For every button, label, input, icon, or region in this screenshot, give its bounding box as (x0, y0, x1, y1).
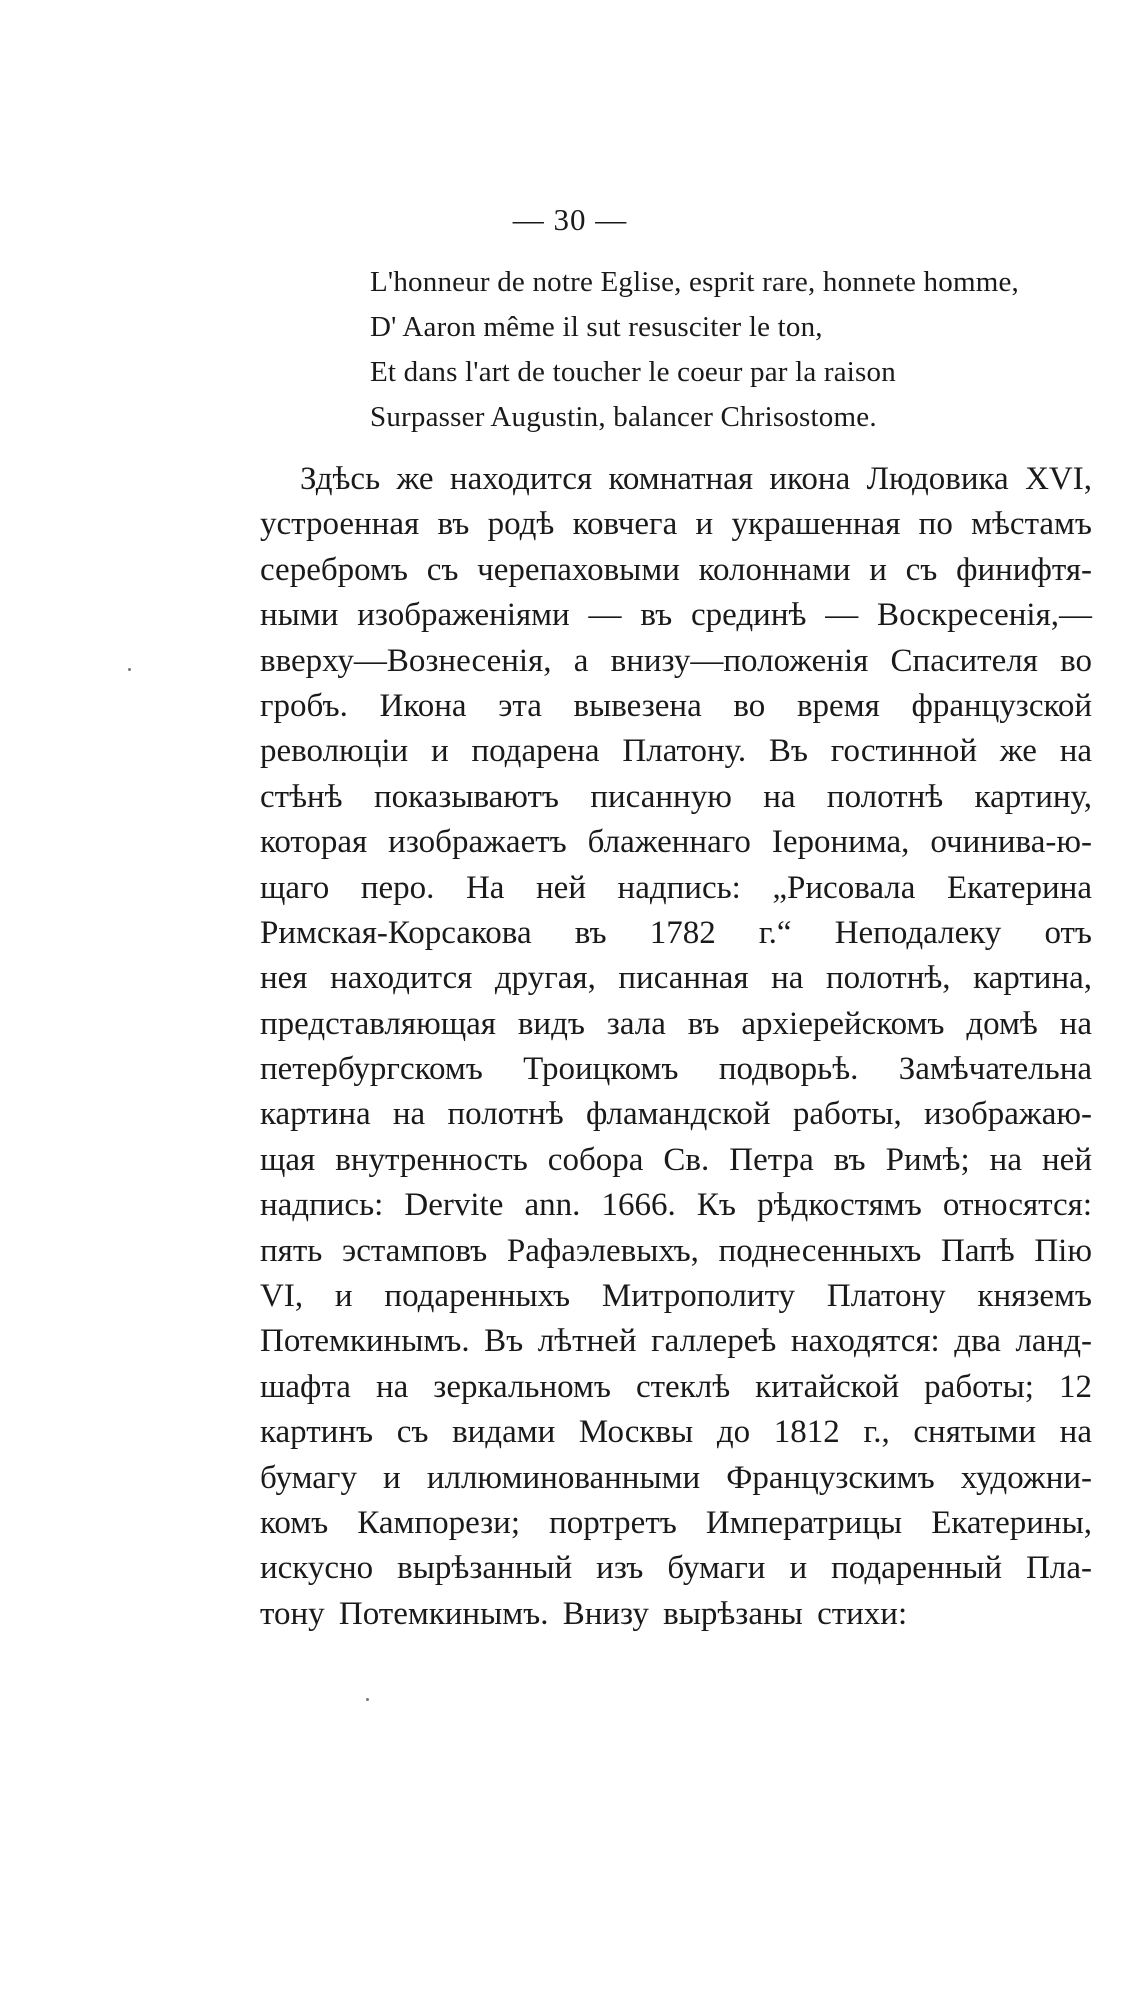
paragraph-line: петербургскомъ Троицкомъ подворьѣ. Замѣчательна (260, 1051, 1092, 1088)
paragraph-line: надпись: Dervite ann. 1666. Къ рѣдкостямъ относятся: (260, 1187, 1092, 1224)
paragraph-line: гробъ. Икона эта вывезена во время французской (260, 687, 1092, 724)
paragraph-line: ными изображеніями — въ срединѣ — Воскресенія,— (260, 597, 1092, 634)
page-number: — 30 — (512, 202, 628, 237)
paragraph-line: тону Потемкинымъ. Внизу вырѣзаны стихи: (260, 1595, 908, 1632)
french-verse (370, 260, 1070, 440)
paragraph-line: стѣнѣ показываютъ писанную на полотнѣ картину, (260, 778, 1092, 815)
paragraph-line: бумагу и иллюминованными Французскимъ художни- (260, 1459, 1092, 1496)
verse-line: D' Aaron même il sut resusciter le ton, (370, 311, 823, 343)
paragraph-line: вверху—Вознесенія, а внизу—положенія Спасителя во (260, 642, 1092, 679)
main-paragraph (260, 457, 1092, 1637)
paragraph-line: Потемкинымъ. Въ лѣтней галлереѣ находятся: два ланд- (260, 1323, 1092, 1360)
paragraph-line: картина на полотнѣ фламандской работы, изображаю- (260, 1096, 1092, 1133)
scan-speck (366, 1698, 369, 1701)
paragraph-line: комъ Кампорези; портретъ Императрицы Екатерины, (260, 1504, 1092, 1541)
paragraph-line: Здѣсь же находится комнатная икона Людовика XVI, (300, 461, 1092, 497)
paragraph-line: искусно вырѣзанный изъ бумаги и подаренный Пла- (260, 1550, 1092, 1587)
paragraph-line: картинъ съ видами Москвы до 1812 г., снятыми на (260, 1414, 1092, 1451)
verse-line: Et dans l'art de toucher le coeur par la raison (370, 356, 896, 388)
paragraph-line: щая внутренность собора Св. Петра въ Римѣ; на ней (260, 1141, 1092, 1178)
paragraph-line: шафта на зеркальномъ стеклѣ китайской работы; 12 (260, 1368, 1092, 1405)
verse-line: L'honneur de notre Eglise, esprit rare, honnete homme, (370, 266, 1019, 298)
verse-line: Surpasser Augustin, balancer Chrisostome. (370, 401, 877, 433)
paragraph-line: серебромъ съ черепаховыми колоннами и съ финифтя- (260, 551, 1092, 588)
scan-speck (128, 668, 131, 671)
paragraph-line: Римская-Корсакова въ 1782 г.“ Неподалеку отъ (260, 914, 1092, 951)
paragraph-line: пять эстамповъ Рафаэлевыхъ, поднесенныхъ Папѣ Пію (260, 1232, 1092, 1269)
paragraph-line: революціи и подарена Платону. Въ гостинной же на (260, 733, 1092, 770)
paragraph-line: представляющая видъ зала въ архіерейскомъ домѣ на (260, 1005, 1092, 1042)
paragraph-line: VI, и подаренныхъ Митрополиту Платону княземъ (260, 1278, 1092, 1315)
paragraph-line: нея находится другая, писанная на полотнѣ, картина, (260, 960, 1092, 997)
paragraph-line: которая изображаетъ блаженнаго Іеронима, очинива-ю- (260, 824, 1092, 861)
paragraph-line: устроенная въ родѣ ковчега и украшенная по мѣстамъ (260, 506, 1092, 543)
paragraph-line: щаго перо. На ней надпись: „Рисовала Екатерина (260, 869, 1092, 906)
